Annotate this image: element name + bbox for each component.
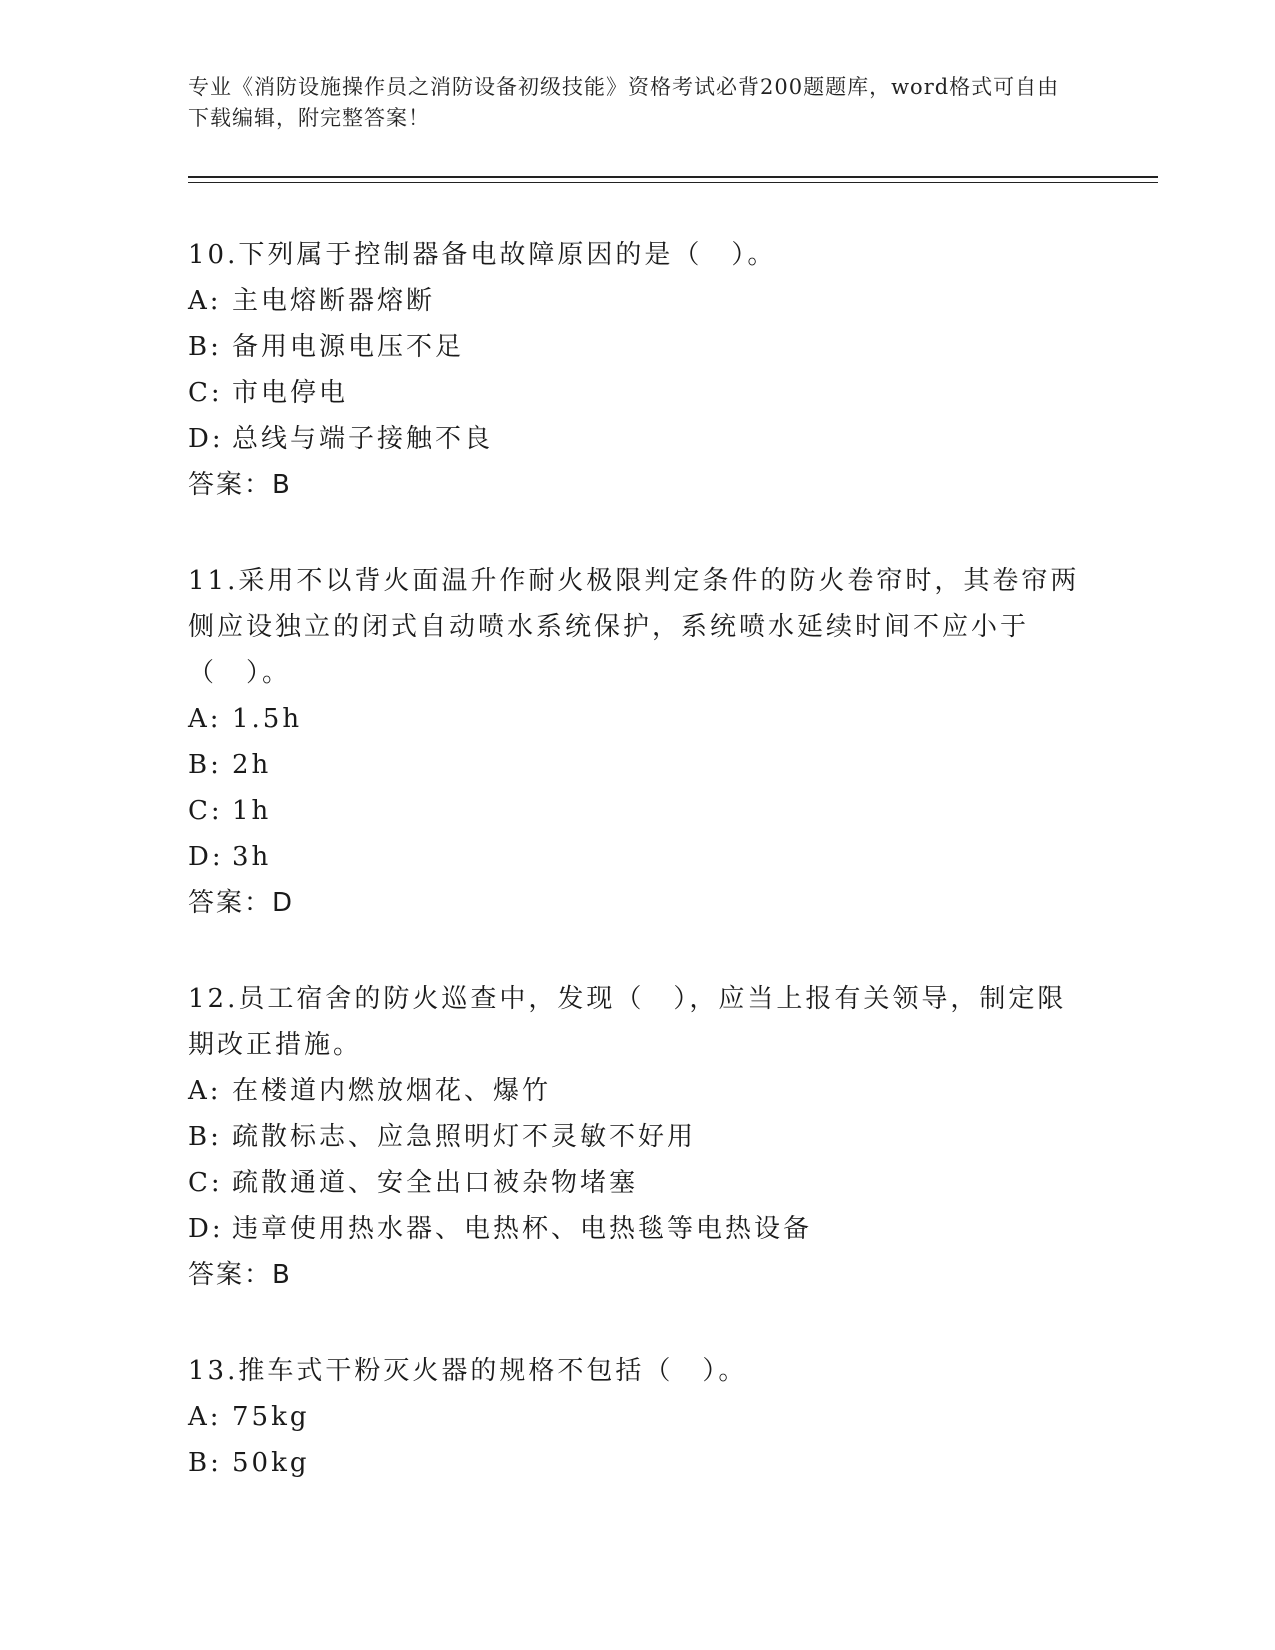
option-text: 疏散标志、应急照明灯不灵敏不好用 [232,1122,697,1152]
question-12 [188,976,1088,1298]
header-divider-thick [188,176,1158,178]
option-text: 1h [232,796,272,826]
answer-line: 答案：B [188,1260,292,1290]
option-letter: B: [188,332,222,362]
option-d [188,834,1088,880]
option-letter: A: [188,1402,222,1432]
option-a [188,1068,1088,1114]
option-letter: C: [188,796,223,826]
option-text: 市电停电 [232,378,349,408]
option-text: 3h [232,842,272,872]
option-b [188,324,1088,370]
option-letter: B: [188,1448,222,1478]
option-letter: A: [188,1076,222,1106]
option-b [188,1440,1088,1486]
question-stem: 11.采用不以背火面温升作耐火极限判定条件的防火卷帘时，其卷帘两侧应设独立的闭式自动喷水系统保护，系统喷水延续时间不应小于（ ）。 [188,566,1080,688]
option-a [188,696,1088,742]
option-letter: D: [188,1214,224,1244]
question-stem: 10.下列属于控制器备电故障原因的是（ ）。 [188,240,777,270]
option-letter: A: [188,286,222,316]
option-text: 50kg [232,1448,310,1478]
option-c [188,788,1088,834]
header-divider-thin [188,182,1158,183]
question-stem: 12.员工宿舍的防火巡查中，发现（ ），应当上报有关领导，制定限期改正措施。 [188,984,1067,1060]
question-list [188,232,1088,1536]
answer-line: 答案：B [188,470,292,500]
option-letter: D: [188,424,224,454]
option-c [188,370,1088,416]
option-d [188,416,1088,462]
question-stem: 13.推车式干粉灭火器的规格不包括（ ）。 [188,1356,748,1386]
option-text: 1.5h [232,704,303,734]
option-text: 在楼道内燃放烟花、爆竹 [232,1076,552,1106]
option-text: 2h [232,750,272,780]
document-header: 专业《消防设施操作员之消防设备初级技能》资格考试必背200题题库，word格式可自由下载编辑，附完整答案！ [188,75,1060,130]
option-letter: C: [188,1168,223,1198]
option-letter: C: [188,378,223,408]
option-d [188,1206,1088,1252]
option-text: 总线与端子接触不良 [232,424,494,454]
option-letter: B: [188,1122,222,1152]
option-b [188,1114,1088,1160]
option-b [188,742,1088,788]
option-text: 违章使用热水器、电热杯、电热毯等电热设备 [232,1214,813,1244]
question-10 [188,232,1088,508]
answer-line: 答案：D [188,888,295,918]
option-letter: D: [188,842,224,872]
option-letter: B: [188,750,222,780]
option-c [188,1160,1088,1206]
option-text: 疏散通道、安全出口被杂物堵塞 [232,1168,639,1198]
option-text: 主电熔断器熔断 [232,286,436,316]
option-letter: A: [188,704,222,734]
option-text: 75kg [232,1402,310,1432]
option-text: 备用电源电压不足 [232,332,465,362]
question-11 [188,558,1088,926]
question-13 [188,1348,1088,1486]
option-a [188,1394,1088,1440]
option-a [188,278,1088,324]
